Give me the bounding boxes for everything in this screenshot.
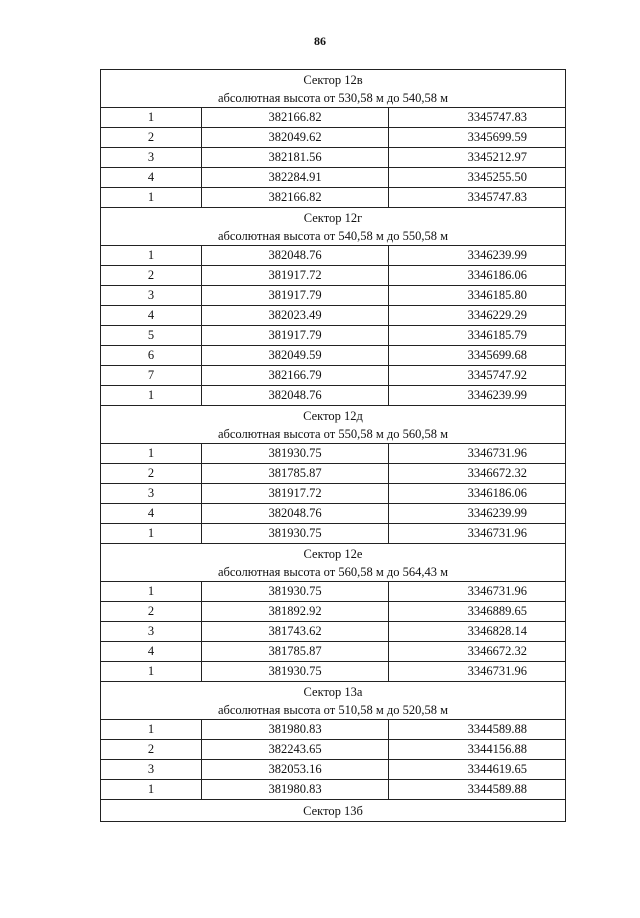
coordinate-y: 3346672.32 [389, 464, 566, 484]
table-row [101, 108, 566, 128]
sector-header-row [101, 70, 566, 108]
point-number: 1 [101, 108, 202, 128]
table-row [101, 602, 566, 622]
table-row [101, 148, 566, 168]
table-row [101, 662, 566, 682]
coordinate-x: 381980.83 [202, 780, 389, 800]
sector-title: Сектор 13б [303, 804, 363, 818]
point-number: 1 [101, 662, 202, 682]
coordinate-x: 382284.91 [202, 168, 389, 188]
table-row [101, 780, 566, 800]
point-number: 3 [101, 286, 202, 306]
coordinate-y: 3345255.50 [389, 168, 566, 188]
table-row [101, 306, 566, 326]
point-number: 4 [101, 504, 202, 524]
table-row [101, 760, 566, 780]
coordinate-y: 3346239.99 [389, 504, 566, 524]
point-number: 1 [101, 188, 202, 208]
coordinate-x: 382048.76 [202, 386, 389, 406]
sector-header [101, 406, 566, 444]
coordinate-y: 3346239.99 [389, 386, 566, 406]
sector-header [101, 544, 566, 582]
sector-title: Сектор 12д [303, 409, 363, 423]
point-number: 3 [101, 760, 202, 780]
sector-header [101, 800, 566, 822]
table-row [101, 484, 566, 504]
coordinate-y: 3346229.29 [389, 306, 566, 326]
table-row [101, 582, 566, 602]
coordinate-x: 382048.76 [202, 246, 389, 266]
table-row [101, 168, 566, 188]
point-number: 2 [101, 602, 202, 622]
coordinate-x: 382023.49 [202, 306, 389, 326]
point-number: 1 [101, 246, 202, 266]
table-row [101, 464, 566, 484]
coordinate-x: 381917.72 [202, 484, 389, 504]
coordinate-y: 3346186.06 [389, 484, 566, 504]
table-row [101, 524, 566, 544]
coordinate-x: 382243.65 [202, 740, 389, 760]
sector-header [101, 208, 566, 246]
point-number: 2 [101, 128, 202, 148]
table-row [101, 504, 566, 524]
coordinate-y: 3345699.59 [389, 128, 566, 148]
sector-header-row [101, 208, 566, 246]
point-number: 1 [101, 780, 202, 800]
coordinate-y: 3345747.83 [389, 188, 566, 208]
point-number: 2 [101, 464, 202, 484]
page-number: 86 [314, 34, 326, 48]
coordinate-y: 3344619.65 [389, 760, 566, 780]
point-number: 1 [101, 386, 202, 406]
table-row [101, 366, 566, 386]
sector-header-row [101, 544, 566, 582]
point-number: 2 [101, 266, 202, 286]
coordinate-y: 3345212.97 [389, 148, 566, 168]
sector-altitude: абсолютная высота от 560,58 м до 564,43 м [217, 565, 449, 579]
table-row [101, 386, 566, 406]
coordinate-y: 3346828.14 [389, 622, 566, 642]
point-number: 4 [101, 306, 202, 326]
coordinate-x: 381892.92 [202, 602, 389, 622]
coordinate-y: 3345747.83 [389, 108, 566, 128]
coordinate-x: 381743.62 [202, 622, 389, 642]
table-row [101, 326, 566, 346]
point-number: 1 [101, 720, 202, 740]
point-number: 5 [101, 326, 202, 346]
coordinate-y: 3344156.88 [389, 740, 566, 760]
point-number: 3 [101, 148, 202, 168]
point-number: 3 [101, 484, 202, 504]
point-number: 1 [101, 524, 202, 544]
sector-altitude: абсолютная высота от 510,58 м до 520,58 м [217, 703, 449, 717]
coordinate-x: 382181.56 [202, 148, 389, 168]
coordinate-x: 381917.79 [202, 326, 389, 346]
sector-title: Сектор 13а [303, 685, 363, 699]
coordinate-y: 3346731.96 [389, 582, 566, 602]
sector-header-row [101, 406, 566, 444]
point-number: 4 [101, 642, 202, 662]
coordinate-x: 382166.79 [202, 366, 389, 386]
table-row [101, 246, 566, 266]
coordinates-table-body [101, 70, 566, 822]
coordinate-y: 3346672.32 [389, 642, 566, 662]
sector-header-row [101, 682, 566, 720]
coordinate-x: 382049.59 [202, 346, 389, 366]
sector-title: Сектор 12г [303, 211, 363, 225]
table-row [101, 622, 566, 642]
table-row [101, 720, 566, 740]
table-row [101, 188, 566, 208]
table-row [101, 266, 566, 286]
coordinate-y: 3346186.06 [389, 266, 566, 286]
coordinate-y: 3346889.65 [389, 602, 566, 622]
point-number: 1 [101, 582, 202, 602]
coordinate-y: 3346239.99 [389, 246, 566, 266]
sector-altitude: абсолютная высота от 540,58 м до 550,58 м [217, 229, 449, 243]
sector-title: Сектор 12в [303, 73, 363, 87]
point-number: 2 [101, 740, 202, 760]
coordinate-x: 381980.83 [202, 720, 389, 740]
table-row [101, 346, 566, 366]
coordinate-x: 381930.75 [202, 444, 389, 464]
coordinate-x: 381785.87 [202, 642, 389, 662]
coordinate-x: 381917.72 [202, 266, 389, 286]
coordinates-table [100, 69, 566, 822]
coordinate-x: 381930.75 [202, 524, 389, 544]
coordinate-x: 382049.62 [202, 128, 389, 148]
coordinate-x: 382053.16 [202, 760, 389, 780]
sector-altitude: абсолютная высота от 530,58 м до 540,58 м [217, 91, 449, 105]
table-row [101, 444, 566, 464]
table-row [101, 642, 566, 662]
coordinate-y: 3346185.80 [389, 286, 566, 306]
coordinate-y: 3344589.88 [389, 720, 566, 740]
point-number: 4 [101, 168, 202, 188]
point-number: 3 [101, 622, 202, 642]
coordinate-x: 382166.82 [202, 108, 389, 128]
sector-header-row [101, 800, 566, 822]
coordinate-x: 382048.76 [202, 504, 389, 524]
coordinate-y: 3345747.92 [389, 366, 566, 386]
coordinate-y: 3345699.68 [389, 346, 566, 366]
coordinate-y: 3346731.96 [389, 524, 566, 544]
coordinate-y: 3346731.96 [389, 662, 566, 682]
sector-header [101, 70, 566, 108]
table-row [101, 740, 566, 760]
coordinate-y: 3346185.79 [389, 326, 566, 346]
coordinate-x: 381917.79 [202, 286, 389, 306]
point-number: 6 [101, 346, 202, 366]
sector-altitude: абсолютная высота от 550,58 м до 560,58 м [217, 427, 449, 441]
coordinate-x: 381785.87 [202, 464, 389, 484]
sector-title: Сектор 12е [303, 547, 363, 561]
table-row [101, 286, 566, 306]
sector-header [101, 682, 566, 720]
coordinate-x: 382166.82 [202, 188, 389, 208]
point-number: 7 [101, 366, 202, 386]
coordinate-y: 3346731.96 [389, 444, 566, 464]
coordinate-y: 3344589.88 [389, 780, 566, 800]
point-number: 1 [101, 444, 202, 464]
table-row [101, 128, 566, 148]
coordinate-x: 381930.75 [202, 582, 389, 602]
coordinate-x: 381930.75 [202, 662, 389, 682]
